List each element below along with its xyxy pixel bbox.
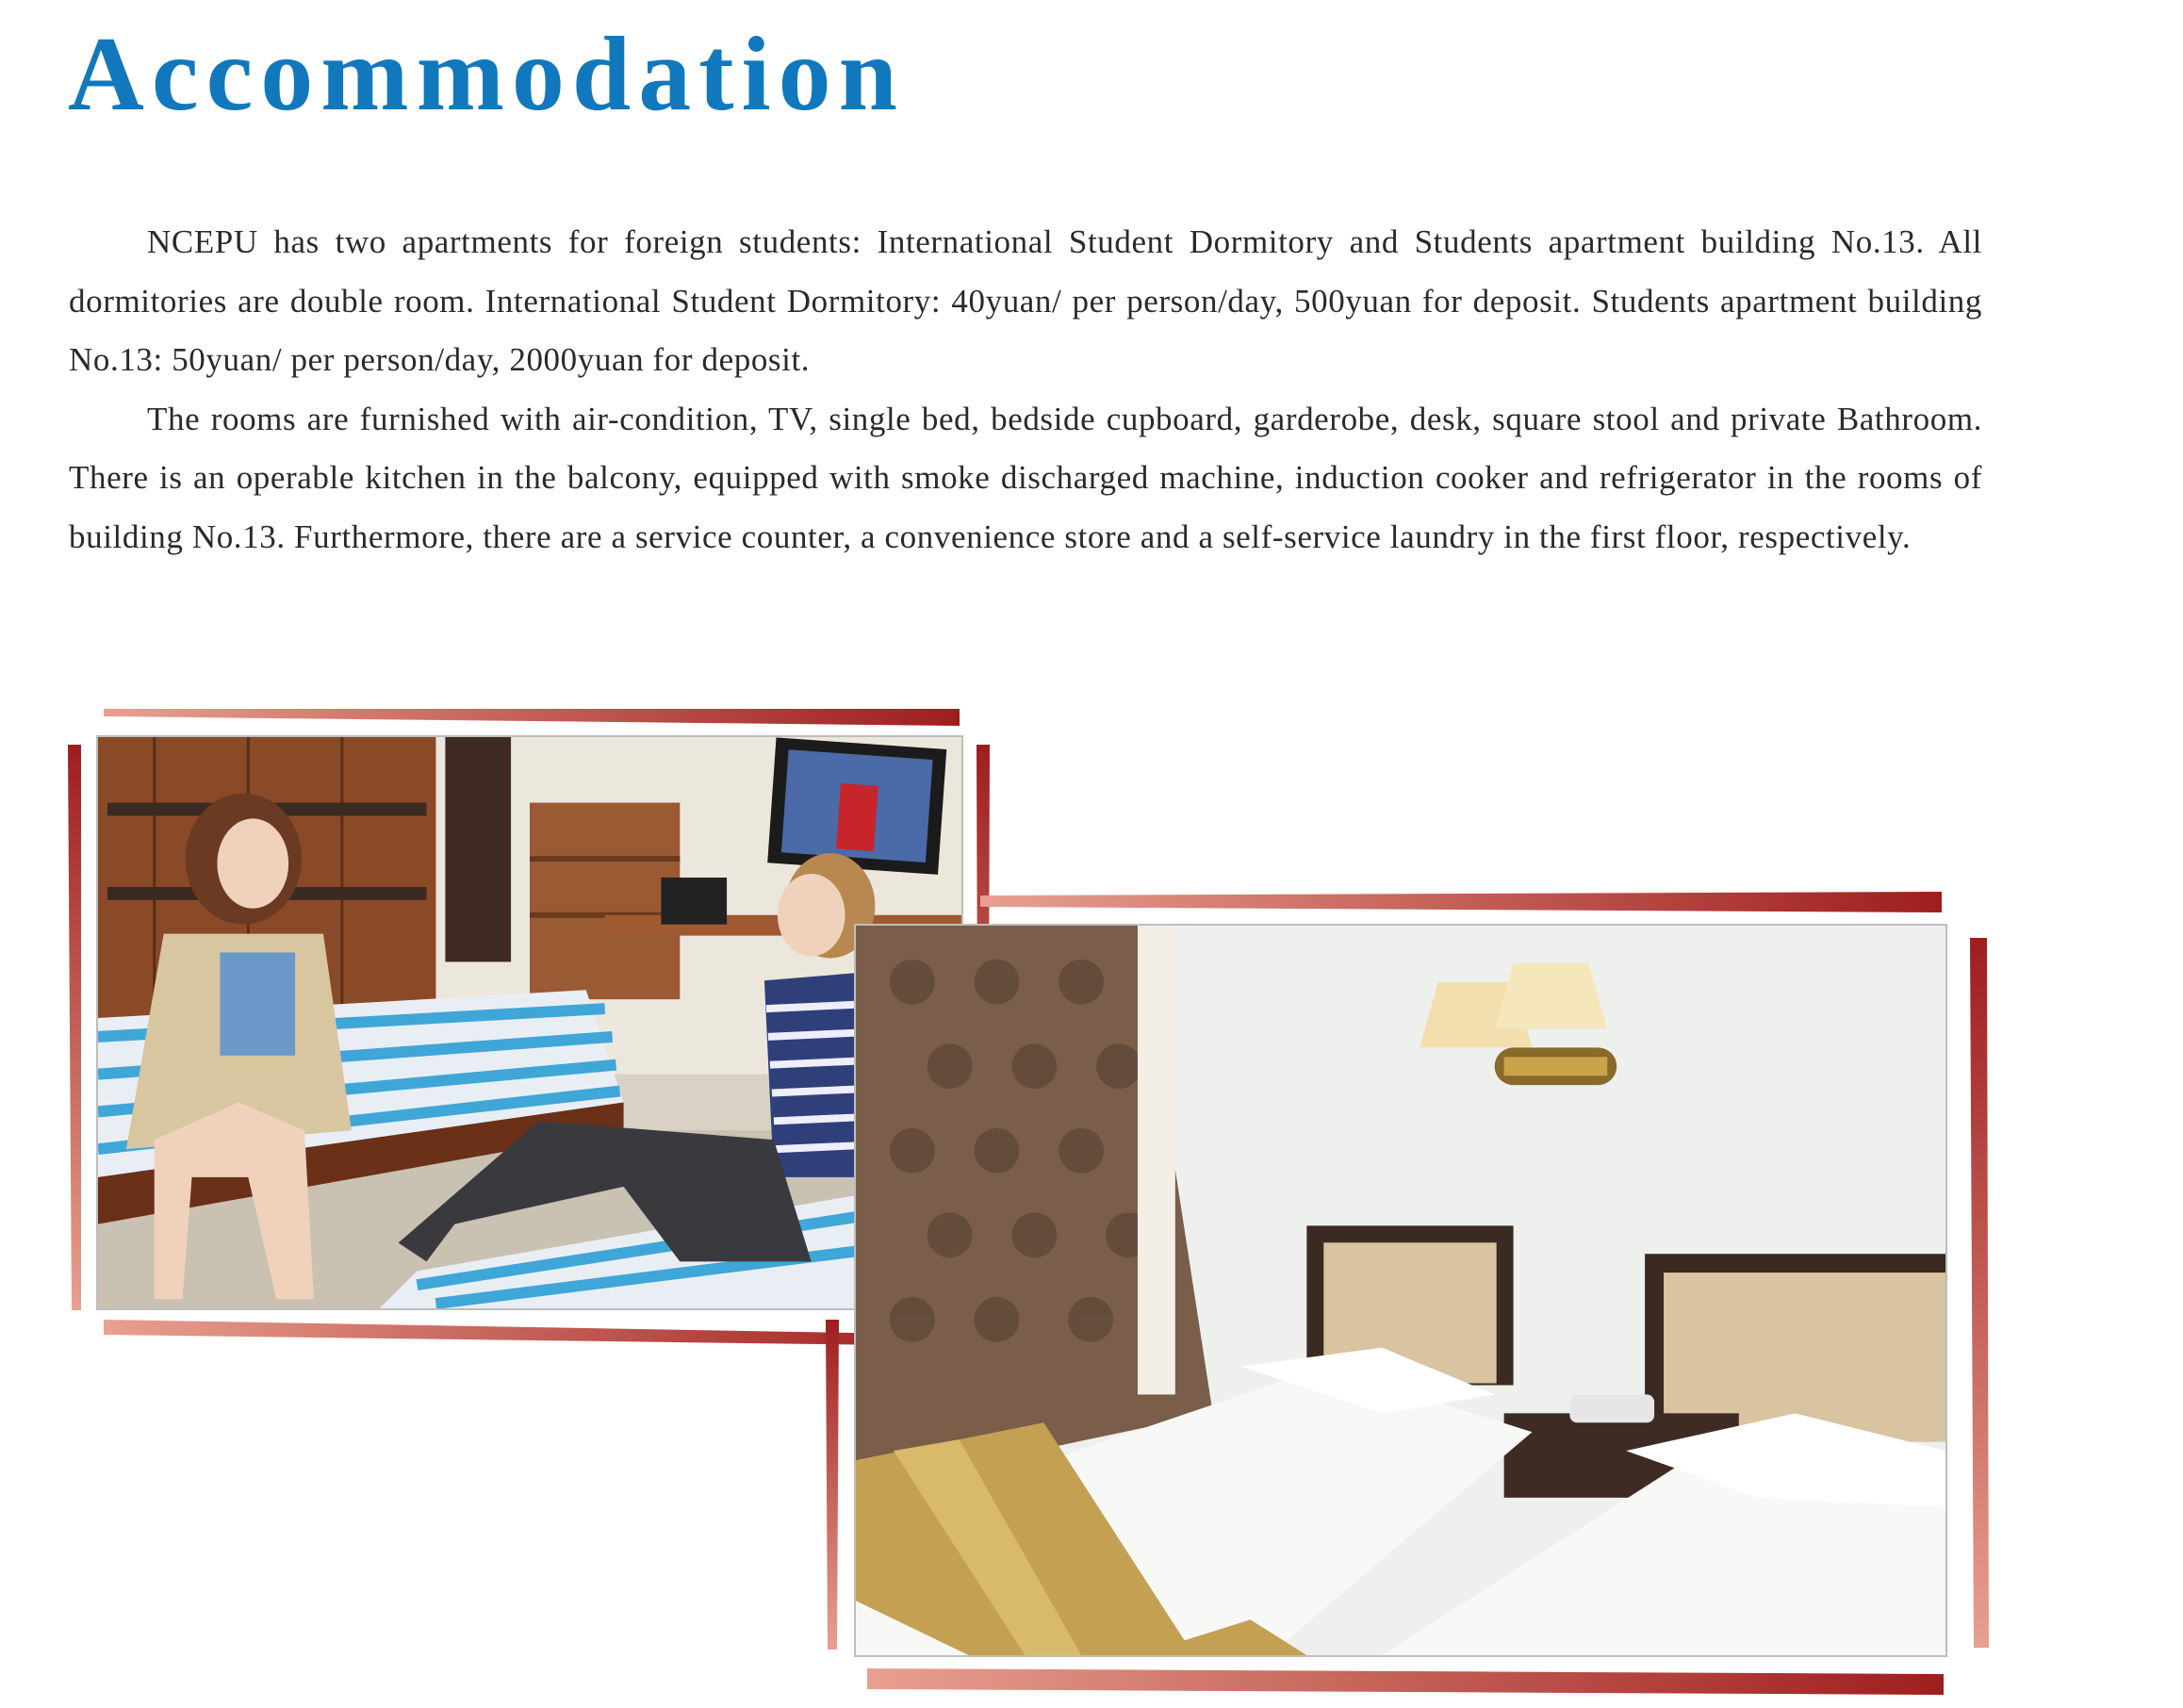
dormitory-photo [96,735,963,1310]
hotel-room-photo [854,924,1947,1657]
paragraph-2: The rooms are furnished with air-condition, TV, single bed, bedside cupboard, garderobe, desk, square stool and private Bathroom. There is an operable kitchen in the balcony, equipped with smoke discharged machine, induction cooker and refrigerator in the rooms of building No.13. Furthermore, there are a service counter, a convenience store and a self-service laundry in the first floor, respectively. [69,400,1982,555]
frame-hotel-bottom [867,1668,1944,1695]
frame-dorm-left [68,745,81,1310]
frame-dorm-top [104,709,960,726]
page-title: Accommodation [68,16,905,133]
frame-hotel-right [1970,938,1989,1648]
frame-hotel-left [826,1320,839,1650]
body-text [69,213,1982,567]
paragraph-1: NCEPU has two apartments for foreign students: International Student Dormitory and Students apartment building No.13. All dormitories are double room. International Student Dormitory: 40yuan/ per person/day, 500yuan for deposit. Students apartment building No.13: 50yuan/ per person/day, 2000yuan for deposit. [69,223,1982,378]
frame-hotel-top [980,892,1942,912]
frame-dorm-bottom [104,1320,961,1346]
